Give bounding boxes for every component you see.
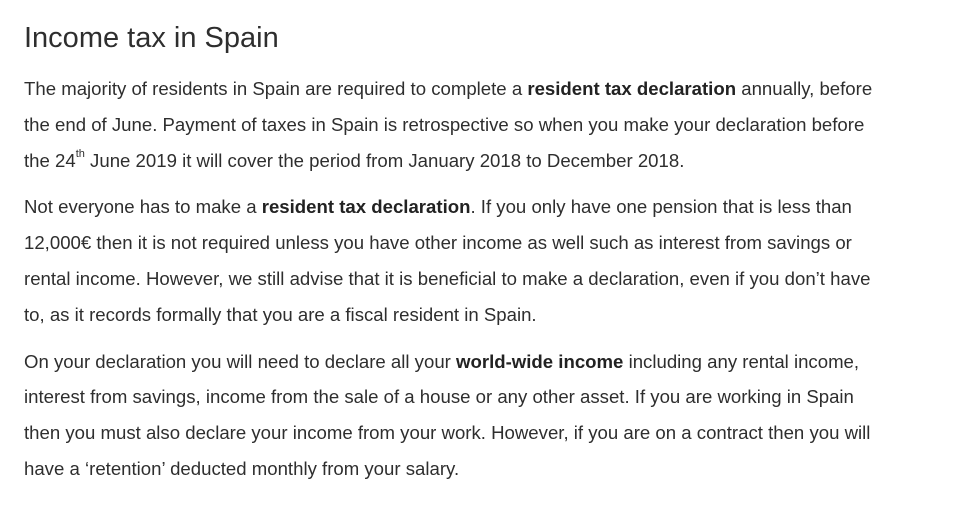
text-segment: On your declaration you will need to declare all your — [24, 350, 457, 372]
bold-term: resident tax declaration — [527, 78, 737, 99]
text-segment: the 24 — [24, 149, 76, 171]
paragraph-world-wide-income — [24, 344, 944, 487]
paragraph-resident-declaration — [24, 71, 944, 178]
bold-term: resident tax declaration — [261, 196, 471, 218]
text-line: then you must also declare your income from your work. However, if you are on a contract then you will — [24, 422, 871, 444]
superscript: th — [75, 148, 85, 161]
text-segment: Not everyone has to make a — [24, 196, 262, 218]
text-segment: annually, before — [736, 78, 873, 99]
text-segment: including any rental income, — [623, 350, 860, 372]
text-line: 12,000€ then it is not required unless you have other income as well such as interest from savings or — [24, 232, 852, 254]
text-line: to, as it records formally that you are a fiscal resident in Spain. — [24, 303, 537, 325]
text-line: interest from savings, income from the sale of a house or any other asset. If you are working in Spain — [24, 386, 854, 408]
page-title: Income tax in Spain — [24, 22, 279, 54]
text-line: have a ‘retention’ deducted monthly from your salary. — [24, 457, 460, 479]
bold-term: world-wide income — [456, 350, 624, 372]
paragraph-exemption — [24, 189, 944, 332]
text-segment: The majority of residents in Spain are required to complete a — [24, 78, 528, 99]
text-segment: . If you only have one pension that is less than — [470, 196, 852, 218]
text-line: the end of June. Payment of taxes in Spain is retrospective so when you make your declaration before — [24, 113, 865, 135]
text-segment: June 2019 it will cover the period from January 2018 to December 2018. — [84, 149, 685, 171]
text-line: rental income. However, we still advise that it is beneficial to make a declaration, even if you don’t have — [24, 267, 871, 289]
